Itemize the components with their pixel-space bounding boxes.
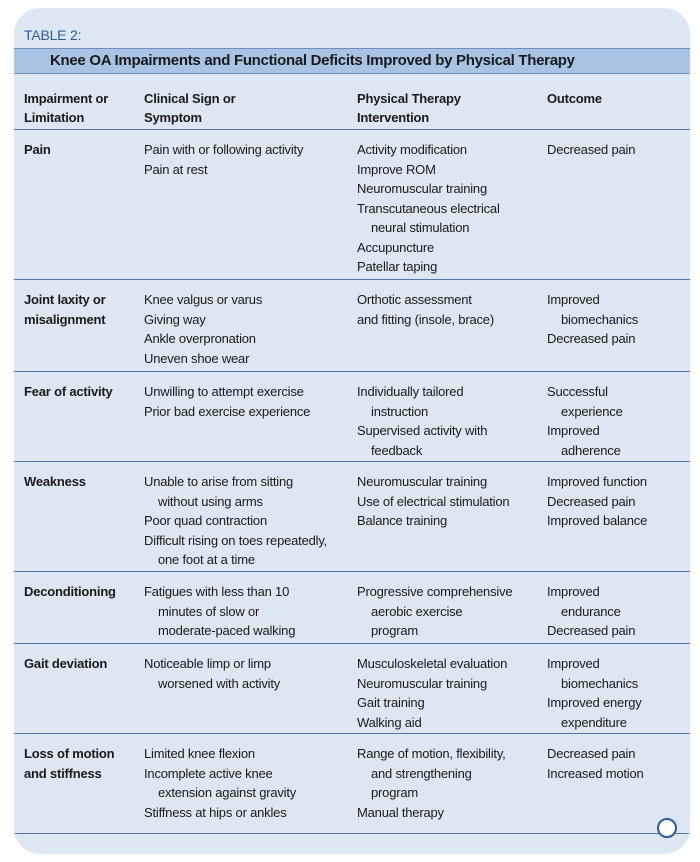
impairment-cell [24,140,142,160]
clinical-sign-line: Knee valgus or varus [144,292,263,307]
clinical-sign-line: Difficult rising on toes repeatedly, [144,532,328,548]
impairment-line: Loss of motion [24,746,115,761]
outcome-line: endurance [561,603,621,619]
impairment-line: Weakness [24,474,86,489]
table-card [14,8,690,854]
outcome-cell [547,654,687,732]
table-header [14,74,690,130]
intervention-line: and strengthening [371,765,472,781]
clinical-sign-line: worsened with activity [158,675,281,691]
outcome-line: experience [561,403,623,419]
impairment-cell [24,744,142,783]
clinical-sign-cell [144,654,354,693]
intervention-line: Use of electrical stimulation [357,493,510,509]
clinical-sign-cell [144,744,354,822]
intervention-line: program [371,623,419,638]
table-row [14,734,690,834]
clinical-sign-cell [144,382,354,421]
impairment-line: Deconditioning [24,584,116,599]
intervention-cell [357,744,542,822]
table-row [14,644,690,734]
clinical-sign-line: Ankle overpronation [144,331,256,346]
impairment-cell [24,654,142,674]
clinical-sign-cell [144,472,354,570]
outcome-line: adherence [561,442,621,458]
clinical-sign-cell [144,290,354,368]
intervention-line: Transcutaneous electrical [357,200,500,216]
impairment-line: Pain [24,142,51,157]
outcome-cell [547,582,687,641]
clinical-sign-line: Stiffness at hips or ankles [144,804,287,820]
outcome-line: Improved [547,584,600,599]
intervention-line: Neuromuscular training [357,181,487,196]
clinical-sign-cell [144,582,354,641]
header-line: Physical Therapy [357,91,461,106]
clinical-sign-line: Poor quad contraction [144,513,267,528]
clinical-sign-line: Unable to arise from sitting [144,474,294,489]
table-row [14,572,690,644]
clinical-sign-line: Prior bad exercise experience [144,403,311,419]
impairment-cell [24,472,142,492]
clinical-sign-line: Incomplete active knee [144,765,273,781]
outcome-line: Improved [547,292,600,307]
outcome-cell [547,382,687,460]
outcome-line: Improved [547,656,600,671]
intervention-line: Individually tailored [357,384,464,399]
table-row [14,280,690,372]
table-row [14,462,690,572]
outcome-line: Decreased pain [547,493,636,509]
intervention-line: Patellar taping [357,259,438,274]
clinical-sign-line: moderate-paced walking [158,623,296,638]
intervention-line: Range of motion, flexibility, [357,746,506,761]
clinical-sign-line: minutes of slow or [158,603,260,619]
impairment-cell [24,290,142,329]
outcome-line: Decreased pain [547,623,636,638]
intervention-cell [357,140,542,277]
clinical-sign-line: Pain at rest [144,161,208,177]
outcome-line: Improved energy [547,695,642,710]
impairment-line: and stiffness [24,765,102,781]
outcome-cell [547,744,687,783]
table-label: TABLE 2: [24,27,82,43]
clinical-sign-line: extension against gravity [158,785,297,800]
outcome-line: Improved balance [547,513,648,528]
intervention-line: Neuromuscular training [357,474,487,489]
intervention-cell [357,472,542,531]
header-intervention [357,89,542,127]
clinical-sign-line: Limited knee flexion [144,746,255,761]
intervention-cell [357,382,542,460]
clinical-sign-line: Fatigues with less than 10 [144,584,290,599]
intervention-line: Neuromuscular training [357,675,487,691]
outcome-cell [547,290,687,349]
outcome-cell [547,472,687,531]
outcome-cell [547,140,687,160]
clinical-sign-line: Uneven shoe wear [144,350,250,366]
outcome-line: expenditure [561,714,627,730]
impairment-line: misalignment [24,311,106,327]
clinical-sign-line: Giving way [144,311,206,327]
header-line: Symptom [144,110,202,125]
header-impairment [24,89,142,127]
intervention-line: Improve ROM [357,161,436,177]
outcome-line: biomechanics [561,311,639,327]
header-line: Impairment or [24,91,109,106]
outcome-line: Improved [547,423,600,438]
intervention-line: Balance training [357,513,448,528]
intervention-line: feedback [371,442,423,458]
clinical-sign-line: one foot at a time [158,552,255,567]
circle-icon [657,818,677,838]
intervention-line: Activity modification [357,142,467,157]
table-row [14,130,690,280]
intervention-line: neural stimulation [371,220,470,235]
header-outcome [547,89,687,108]
impairment-cell [24,582,142,602]
intervention-line: Gait training [357,695,425,710]
outcome-line: Improved function [547,474,647,489]
header-line: Outcome [547,91,602,106]
clinical-sign-cell [144,140,354,179]
intervention-line: instruction [371,403,429,419]
table-title: Knee OA Impairments and Functional Deficits Improved by Physical Therapy [50,52,575,69]
outcome-line: biomechanics [561,675,639,691]
intervention-line: aerobic exercise [371,603,463,619]
header-clinical-sign [144,89,354,127]
impairment-cell [24,382,142,402]
intervention-line: Supervised activity with [357,423,488,438]
header-line: Limitation [24,110,85,125]
intervention-line: program [371,785,419,800]
intervention-line: Orthotic assessment [357,292,472,307]
clinical-sign-line: Pain with or following activity [144,142,304,157]
intervention-line: Musculoskeletal evaluation [357,656,508,671]
intervention-line: Walking aid [357,714,422,730]
intervention-line: Accupuncture [357,239,435,255]
intervention-line: and fitting (insole, brace) [357,311,494,327]
title-bar [14,48,690,74]
clinical-sign-line: Unwilling to attempt exercise [144,384,304,399]
outcome-line: Decreased pain [547,331,636,346]
outcome-line: Decreased pain [547,142,636,157]
header-line: Clinical Sign or [144,91,236,106]
outcome-line: Increased motion [547,765,644,781]
clinical-sign-line: without using arms [158,493,263,509]
header-line: Intervention [357,110,429,125]
impairment-line: Joint laxity or [24,292,106,307]
intervention-cell [357,654,542,732]
table-row [14,372,690,462]
intervention-line: Manual therapy [357,804,444,820]
clinical-sign-line: Noticeable limp or limp [144,656,271,671]
intervention-cell [357,290,542,329]
impairment-line: Gait deviation [24,656,108,671]
intervention-cell [357,582,542,641]
outcome-line: Successful [547,384,608,399]
impairment-line: Fear of activity [24,384,113,399]
intervention-line: Progressive comprehensive [357,584,513,599]
outcome-line: Decreased pain [547,746,636,761]
